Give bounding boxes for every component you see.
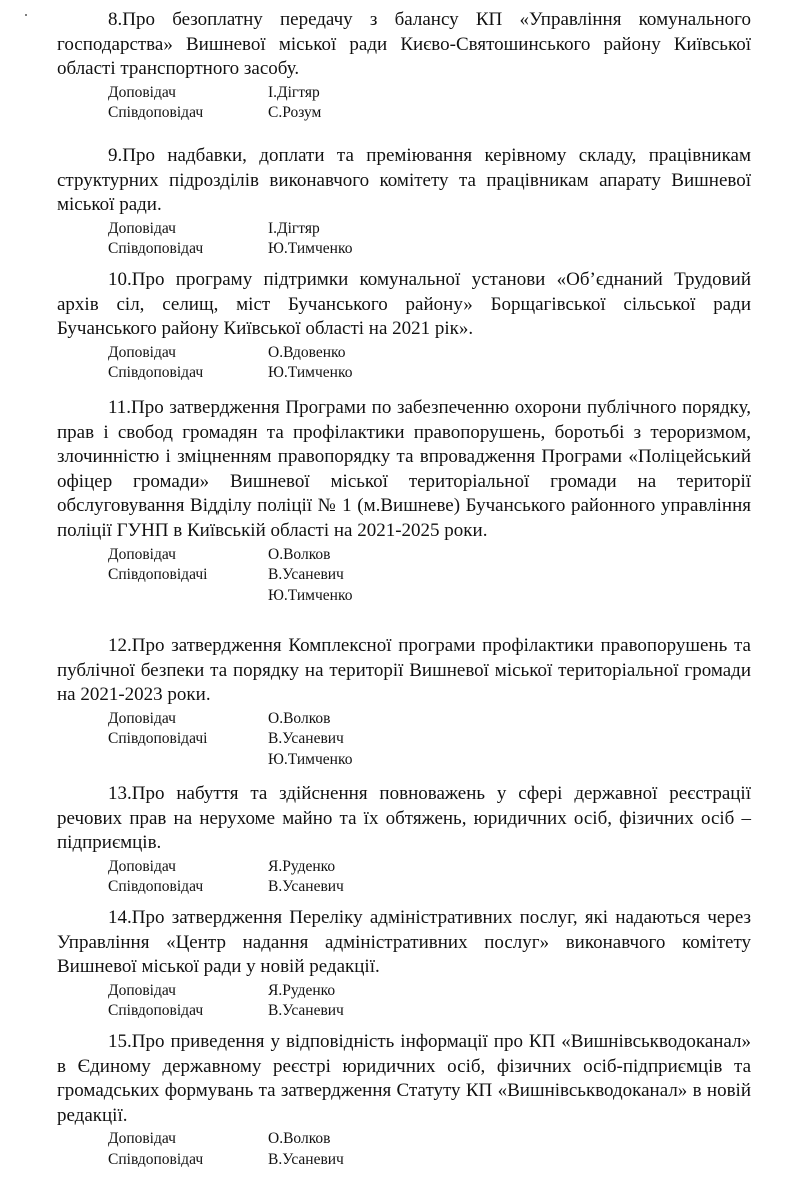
co-speaker-name: С.Розум	[268, 104, 322, 122]
co-speaker-name: В.Усаневич	[268, 1002, 344, 1020]
agenda-item-text: 14.Про затвердження Переліку адміністративних послуг, які надаються через Управління «Центр надання адміністративних послуг» виконавчого комітету Вишневої міської ради у новій редакції.	[57, 907, 751, 978]
co-speakers-role-label: Співдоповідачі	[108, 730, 208, 748]
agenda-item-text: 9.Про надбавки, доплати та преміювання керівному складу, працівникам структурних підрозділів виконавчого комітету та працівникам апарату Вишневої міської ради.	[57, 145, 751, 216]
speakers-block	[57, 981, 751, 1022]
co-speaker-name: В.Усаневич	[268, 878, 344, 896]
agenda-item-12	[57, 634, 751, 770]
co-speaker-name: Ю.Тимченко	[268, 750, 353, 768]
speaker-name: І.Дігтяр	[268, 219, 320, 237]
co-speakers-row	[57, 565, 751, 606]
co-speaker-name: В.Усаневич	[268, 730, 344, 748]
speaker-role-label: Доповідач	[108, 83, 176, 101]
speakers-block	[57, 1129, 751, 1170]
co-speaker-name: Ю.Тимченко	[268, 240, 353, 258]
co-speaker-role-label: Співдоповідач	[108, 240, 204, 258]
co-speaker-name: Ю.Тимченко	[268, 364, 353, 382]
speaker-row	[57, 545, 751, 566]
speaker-name: О.Волков	[268, 1130, 331, 1148]
speaker-role-label: Доповідач	[108, 343, 176, 361]
scan-speck	[25, 14, 27, 16]
co-speaker-name: Ю.Тимченко	[268, 586, 353, 604]
co-speaker-row	[57, 1001, 751, 1022]
speaker-row	[57, 981, 751, 1002]
co-speaker-role-label: Співдоповідач	[108, 104, 204, 122]
co-speaker-row	[57, 103, 751, 124]
speaker-row	[57, 343, 751, 364]
speaker-name: О.Вдовенко	[268, 343, 346, 361]
co-speaker-row	[57, 877, 751, 898]
co-speaker-row	[57, 239, 751, 260]
speaker-role-label: Доповідач	[108, 219, 176, 237]
speaker-row	[57, 83, 751, 104]
speaker-name: І.Дігтяр	[268, 83, 320, 101]
speaker-row	[57, 219, 751, 240]
agenda-item-text: 15.Про приведення у відповідність інформації про КП «Вишнівськводоканал» в Єдиному державному реєстрі юридичних осіб, фізичних осіб-підприємців та громадських формувань та затвердження Статуту КП «Вишнівськводоканал» в новій редакції.	[57, 1031, 751, 1126]
agenda-item-text: 8.Про безоплатну передачу з балансу КП «Управління комунального господарства» Вишневої міської ради Києво-Святошинського району Київської області транспортного засобу.	[57, 9, 751, 80]
co-speaker-role-label: Співдоповідач	[108, 878, 204, 896]
speaker-row	[57, 1129, 751, 1150]
co-speaker-row	[57, 1150, 751, 1171]
co-speaker-role-label: Співдоповідач	[108, 364, 204, 382]
co-speaker-row	[57, 363, 751, 384]
speaker-row	[57, 857, 751, 878]
agenda-item-text: 12.Про затвердження Комплексної програми профілактики правопорушень та публічної безпеки та порядку на території Вишневої міської територіальної громади на 2021-2023 роки.	[57, 635, 751, 706]
agenda-item-text: 13.Про набуття та здійснення повноважень у сфері державної реєстрації речових прав на нерухоме майно та їх обтяжень, юридичних осіб, фізичних осіб – підприємців.	[57, 783, 751, 854]
agenda-item-14	[57, 906, 751, 1022]
agenda-item-11	[57, 396, 751, 606]
speaker-role-label: Доповідач	[108, 981, 176, 999]
speaker-role-label: Доповідач	[108, 545, 176, 563]
co-speaker-name: В.Усаневич	[268, 566, 344, 584]
speaker-role-label: Доповідач	[108, 709, 176, 727]
speakers-block	[57, 219, 751, 260]
speaker-name: Я.Руденко	[268, 981, 336, 999]
speaker-row	[57, 709, 751, 730]
speakers-block	[57, 857, 751, 898]
agenda-item-10	[57, 268, 751, 384]
co-speaker-role-label: Співдоповідач	[108, 1150, 204, 1168]
co-speaker-role-label: Співдоповідач	[108, 1002, 204, 1020]
agenda-item-text: 11.Про затвердження Програми по забезпеченню охорони публічного порядку, прав і свобод громадян та профілактики правопорушень, боротьбі з тероризмом, злочинністю і зміцненням правопорядку та впровадження Програми «Поліцейський офіцер громади» Вишневої міської територіальної громади на території обслуговування Відділу поліції № 1 (м.Вишневе) Бучанського районного управління поліції ГУНП в Київській області на 2021-2025 роки.	[57, 397, 751, 541]
speakers-block	[57, 343, 751, 384]
speakers-block	[57, 83, 751, 124]
co-speakers-row	[57, 729, 751, 770]
speaker-name: О.Волков	[268, 545, 331, 563]
co-speakers-role-label: Співдоповідачі	[108, 566, 208, 584]
speaker-role-label: Доповідач	[108, 1130, 176, 1148]
speakers-block	[57, 709, 751, 771]
agenda-item-13	[57, 782, 751, 898]
agenda-item-9	[57, 144, 751, 260]
speaker-name: О.Волков	[268, 709, 331, 727]
agenda-item-8	[57, 8, 751, 124]
speaker-name: Я.Руденко	[268, 857, 336, 875]
co-speaker-name: В.Усаневич	[268, 1150, 344, 1168]
agenda-item-text: 10.Про програму підтримки комунальної установи «Об’єднаний Трудовий архів сіл, селищ, міст Бучанського району» Борщагівської сільської ради Бучанського району Київської області на 2021 рік».	[57, 269, 751, 340]
speakers-block	[57, 545, 751, 607]
agenda-item-15	[57, 1030, 751, 1170]
speaker-role-label: Доповідач	[108, 857, 176, 875]
